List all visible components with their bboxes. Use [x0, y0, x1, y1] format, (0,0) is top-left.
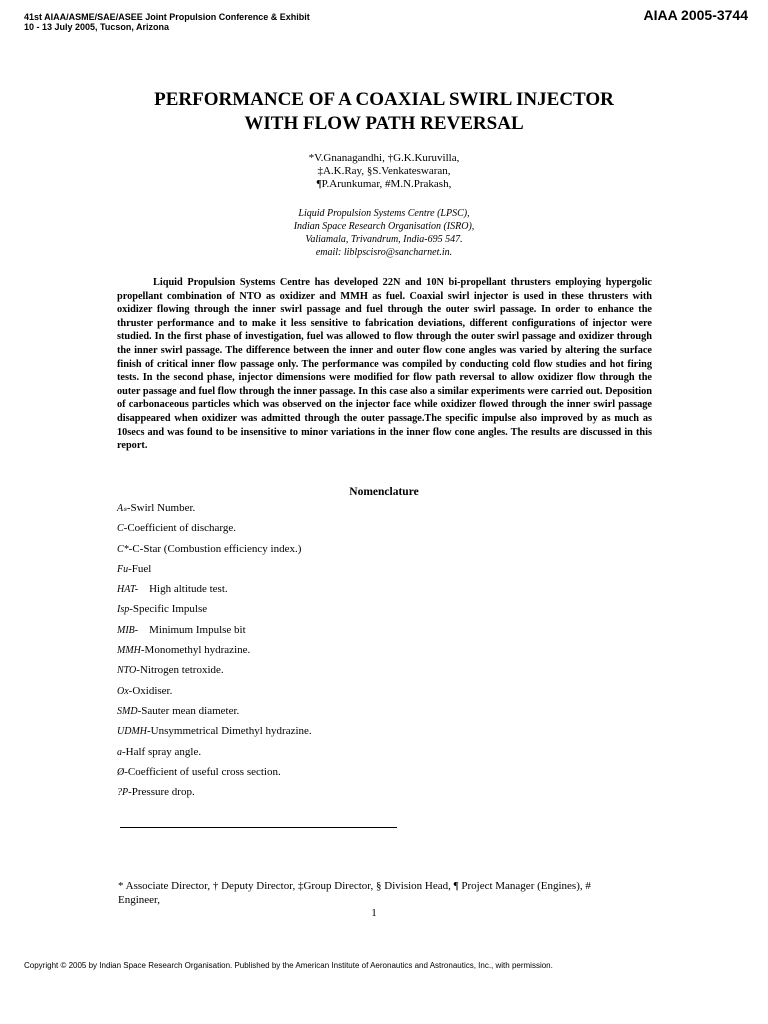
nomenclature-definition: -C-Star (Combustion efficiency index.): [128, 542, 302, 555]
nomenclature-item: [117, 662, 517, 682]
nomenclature-symbol: UDMH: [117, 726, 147, 738]
footnote-line-2: Engineer,: [118, 894, 161, 906]
nomenclature-symbol: a: [117, 746, 122, 758]
nomenclature-symbol: Isp: [117, 604, 130, 616]
affiliation-line-3: Valiamala, Trivandrum, India-695 547.: [305, 234, 463, 245]
nomenclature-definition: -Monomethyl hydrazine.: [140, 644, 251, 657]
nomenclature-item: [117, 601, 517, 621]
affiliation-line-1: Liquid Propulsion Systems Centre (LPSC),: [298, 208, 470, 219]
author-line-3: ¶P.Arunkumar, #M.N.Prakash,: [316, 178, 452, 190]
affiliation-email: email: liblpscisro@sancharnet.in.: [315, 247, 453, 258]
footnote-line-1: * Associate Director, † Deputy Director, ‡Group Director, § Division Head, ¶ Project Manager (Engines), #: [118, 880, 591, 892]
nomenclature-symbol: Fu: [117, 563, 129, 575]
paper-title: [60, 88, 708, 136]
nomenclature-symbol: NTO: [117, 665, 137, 677]
title-line-2: WITH FLOW PATH REVERSAL: [244, 113, 524, 134]
nomenclature-definition: -Unsymmetrical Dimethyl hydrazine.: [147, 725, 312, 738]
nomenclature-definition: -Fuel: [128, 562, 152, 575]
nomenclature-definition: Minimum Impulse bit: [138, 623, 246, 636]
affiliation: [184, 207, 584, 259]
nomenclature-symbol: ?P: [117, 787, 129, 799]
conference-dates: 10 - 13 July 2005, Tucson, Arizona: [24, 22, 170, 32]
nomenclature-item: [117, 561, 517, 581]
nomenclature-symbol: MMH: [117, 645, 141, 657]
abstract: [117, 276, 652, 453]
paper-id: AIAA 2005-3744: [643, 7, 748, 23]
nomenclature-item: [117, 622, 517, 642]
nomenclature-item: [117, 764, 517, 784]
nomenclature-symbol: Ø: [117, 766, 125, 778]
nomenclature-item: [117, 723, 517, 743]
author-footnote: [118, 879, 638, 907]
nomenclature-definition: -Sauter mean diameter.: [137, 704, 240, 717]
nomenclature-symbol: MIB-: [117, 624, 139, 636]
nomenclature-symbol: C⁤: [117, 523, 124, 535]
nomenclature-item: [117, 784, 517, 804]
nomenclature-definition: -Nitrogen tetroxide.: [136, 664, 224, 677]
nomenclature-item: [117, 703, 517, 723]
copyright-notice: Copyright © 2005 by Indian Space Research Organisation. Published by the American Institute of Aeronautics and Astronautics, Inc., with permission.: [24, 961, 553, 970]
nomenclature-definition: -Specific Impulse: [129, 603, 208, 616]
nomenclature-definition: -Coefficient of useful cross section.: [124, 765, 281, 778]
nomenclature-symbol: Aₛ: [117, 503, 127, 514]
conference-name: 41st AIAA/ASME/SAE/ASEE Joint Propulsion Conference & Exhibit: [24, 12, 310, 22]
nomenclature-definition: -Half spray angle.: [122, 745, 202, 758]
nomenclature-item: [117, 744, 517, 764]
nomenclature-item: [117, 541, 517, 561]
nomenclature-item: [117, 642, 517, 662]
nomenclature-list: [117, 500, 517, 804]
nomenclature-definition: High altitude test.: [138, 583, 228, 596]
footnote-divider: [120, 827, 397, 828]
page-number: 1: [371, 907, 377, 919]
nomenclature-heading: Nomenclature: [349, 486, 419, 498]
title-line-1: PERFORMANCE OF A COAXIAL SWIRL INJECTOR: [154, 89, 614, 110]
abstract-text: Liquid Propulsion Systems Centre has developed 22N and 10N bi-propellant thrusters employing hypergolic propellant combination of NTO as oxidizer and MMH as fuel. Coaxial swirl injector is used in these thrusters with oxidizer flowing through the inner swirl passage and fuel through the outer swirl passage. In order to enhance the thruster performance and to make it less sensitive to fabrication deviations, different configurations of injector were studied. In the first phase of investigation, fuel was allowed to flow through the outer swirl passage and oxidizer through the inner swirl passage. The difference between the inner and outer flow cone angles was varied by altering the surface finish of critical inner flow passage only. The performance was compiled by conducting cold flow studies and hot firing tests. In the second phase, injector dimensions were modified for flow path reversal to allow oxidizer flow through the outer passage and fuel flow through the inner passage. In this case also a similar experiments were carried out. Deposition of carbonaceous particles which was observed on the injector face while oxidizer flowed through the inner swirl passage disappeared when oxidizer was admitted through the outer passage.The specific impulse also improved by as much as 10secs and was found to be insensitive to minor variations in the inner flow cone angles. The results are discussed in this report: [117, 277, 652, 452]
nomenclature-item: [117, 581, 517, 601]
affiliation-line-2: Indian Space Research Organisation (ISRO),: [293, 221, 475, 232]
nomenclature-definition: -Oxidiser.: [128, 684, 173, 697]
nomenclature-item: [117, 520, 517, 540]
nomenclature-definition: -Coefficient of discharge.: [123, 522, 236, 535]
nomenclature-item: [117, 683, 517, 703]
abstract-end-period: .: [144, 440, 148, 452]
nomenclature-symbol: HAT-: [117, 584, 139, 596]
nomenclature-item: [117, 500, 517, 520]
author-line-1: *V.Gnanagandhi, †G.K.Kuruvilla,: [308, 152, 460, 164]
nomenclature-definition: -Pressure drop.: [128, 786, 195, 799]
nomenclature-symbol: Ox: [117, 685, 129, 697]
nomenclature-definition: -Swirl Number.: [126, 502, 196, 514]
nomenclature-symbol: C*: [117, 543, 129, 555]
conference-header: [24, 12, 310, 32]
nomenclature-symbol: SMD: [117, 705, 138, 717]
author-list: [184, 152, 584, 191]
author-line-2: ‡A.K.Ray, §S.Venkateswaran,: [317, 165, 451, 177]
